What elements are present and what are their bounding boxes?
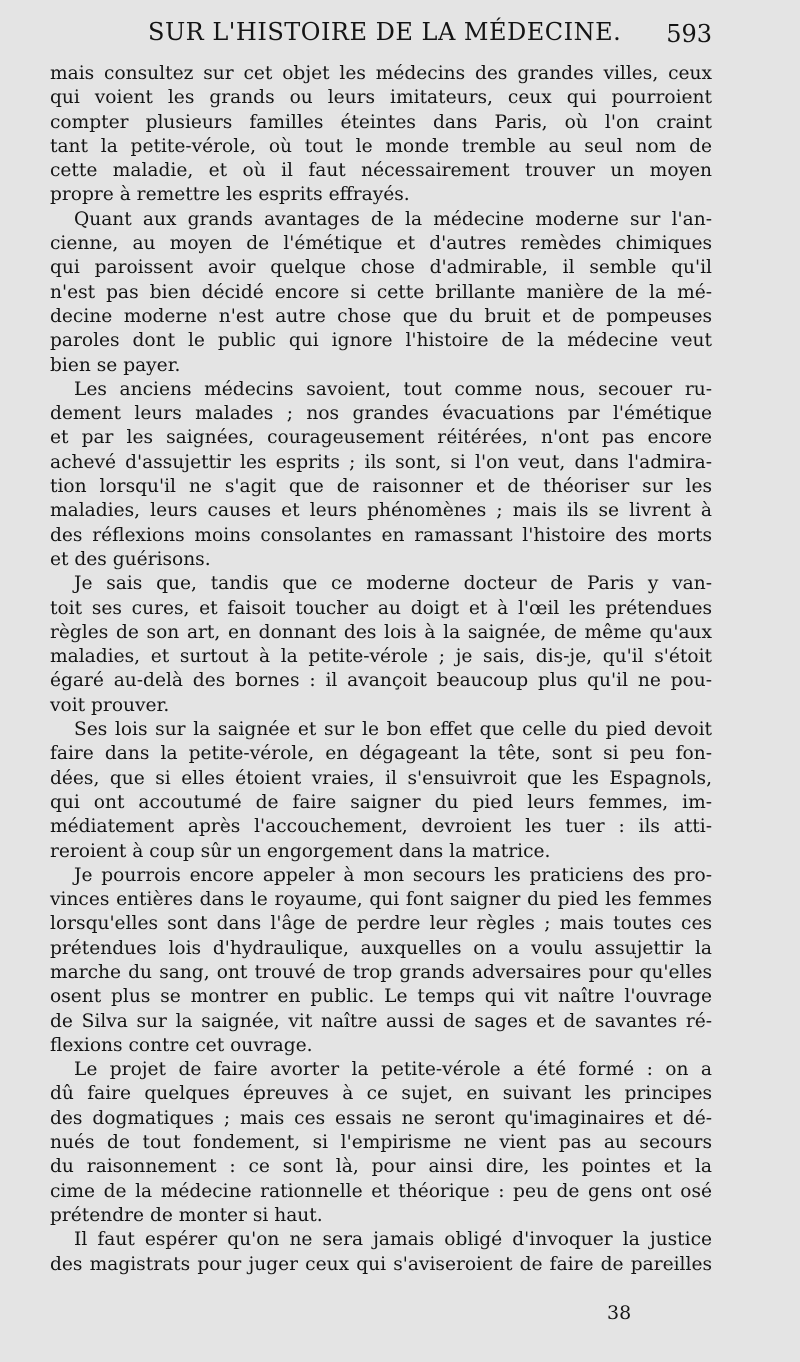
page-number: 593 [666, 20, 712, 48]
text-line: cette maladie, et où il faut nécessairement trouver un moyen [50, 160, 712, 182]
paragraph [50, 378, 712, 572]
text-line: des dogmatiques ; mais ces essais ne seront qu'imaginaires et dé- [50, 1107, 712, 1129]
text-line: prétendues lois d'hydraulique, auxquelles on a voulu assujettir la [50, 937, 712, 959]
text-line: dées, que si elles étoient vraies, il s'ensuivroit que les Espagnols, [50, 767, 712, 789]
text-line: vinces entières dans le royaume, qui font saigner du pied les femmes [50, 889, 712, 911]
text-line: reroient à coup sûr un engorgement dans la matrice. [50, 840, 551, 862]
text-line: médiatement après l'accouchement, devroient les tuer : ils atti- [50, 816, 712, 838]
text-line: marche du sang, ont trouvé de trop grands adversaires pour qu'elles [50, 961, 712, 983]
text-line: mais consultez sur cet objet les médecins des grandes villes, ceux [50, 63, 712, 84]
text-line: et par les saignées, courageusement réitérées, n'ont pas encore [50, 427, 712, 449]
text-line: maladies, et surtout à la petite-vérole ; je sais, dis-je, qu'il s'étoit [50, 646, 712, 668]
text-line: des magistrats pour juger ceux qui s'aviseroient de faire de pareilles [50, 1253, 712, 1275]
text-line: du raisonnement : ce sont là, pour ainsi dire, les pointes et la [50, 1156, 712, 1178]
text-line: tion lorsqu'il ne s'agit que de raisonner et de théoriser sur les [50, 476, 712, 498]
text-line: Je sais que, tandis que ce moderne docteur de Paris y van- [74, 573, 712, 595]
text-line: flexions contre cet ouvrage. [50, 1034, 313, 1056]
text-line: Ses lois sur la saignée et sur le bon effet que celle du pied devoit [74, 719, 712, 741]
text-line: Le projet de faire avorter la petite-vérole a été formé : on a [74, 1059, 712, 1081]
paragraph [50, 572, 712, 718]
text-line: n'est pas bien décidé encore si cette brillante manière de la mé- [50, 281, 712, 303]
text-line: achevé d'assujettir les esprits ; ils sont, si l'on veut, dans l'admira- [50, 451, 712, 473]
text-line: des réflexions moins consolantes en ramassant l'histoire des morts [50, 524, 712, 546]
text-line: égaré au-delà des bornes : il avançoit beaucoup plus qu'il ne pou- [50, 670, 712, 692]
paragraph [50, 1228, 712, 1277]
text-line: compter plusieurs familles éteintes dans Paris, où l'on craint [50, 111, 712, 133]
text-line: Je pourrois encore appeler à mon secours les praticiens des pro- [74, 864, 712, 886]
text-line: decine moderne n'est autre chose que du bruit et de pompeuses [50, 305, 712, 327]
paragraph [50, 1058, 712, 1228]
paragraph [50, 208, 712, 378]
running-title: SUR L'HISTOIRE DE LA MÉDECINE. [148, 18, 622, 46]
signature-mark: 38 [607, 1302, 632, 1324]
paragraph [50, 864, 712, 1058]
text-line: Il faut espérer qu'on ne sera jamais obligé d'invoquer la justice [74, 1229, 712, 1251]
text-line: lorsqu'elles sont dans l'âge de perdre leur règles ; mais toutes ces [50, 913, 712, 935]
text-line: qui voient les grands ou leurs imitateurs, ceux qui pourroient [50, 87, 712, 109]
text-line: nués de tout fondement, si l'empirisme ne vient pas au secours [50, 1132, 712, 1154]
text-line: tant la petite-vérole, où tout le monde tremble au seul nom de [50, 135, 712, 157]
text-line: voit prouver. [50, 694, 170, 716]
text-line: Les anciens médecins savoient, tout comme nous, secouer ru- [74, 378, 712, 400]
body-text [50, 62, 712, 1277]
page-header [52, 14, 712, 54]
text-line: osent plus se montrer en public. Le temps qui vit naître l'ouvrage [50, 986, 712, 1008]
paragraph [50, 718, 712, 864]
text-line: cime de la médecine rationnelle et théorique : peu de gens ont osé [50, 1180, 712, 1202]
text-line: qui paroissent avoir quelque chose d'admirable, il semble qu'il [50, 257, 712, 279]
text-line: cienne, au moyen de l'émétique et d'autres remèdes chimiques [50, 233, 712, 255]
text-line: et des guérisons. [50, 548, 211, 570]
text-line: Quant aux grands avantages de la médecine moderne sur l'an- [74, 208, 712, 230]
text-line: qui ont accoutumé de faire saigner du pied leurs femmes, im- [50, 791, 712, 813]
text-line: paroles dont le public qui ignore l'histoire de la médecine veut [50, 330, 712, 352]
text-line: de Silva sur la saignée, vit naître aussi de sages et de savantes ré- [50, 1010, 712, 1032]
text-line: faire dans la petite-vérole, en dégageant la tête, sont si peu fon- [50, 743, 712, 765]
text-line: bien se payer. [50, 354, 181, 376]
text-line: dement leurs malades ; nos grandes évacuations par l'émétique [50, 403, 712, 425]
text-line: prétendre de monter si haut. [50, 1204, 323, 1226]
text-line: propre à remettre les esprits effrayés. [50, 184, 410, 206]
text-line: règles de son art, en donnant des lois à la saignée, de même qu'aux [50, 621, 712, 643]
text-line: dû faire quelques épreuves à ce sujet, en suivant les principes [50, 1083, 712, 1105]
text-line: maladies, leurs causes et leurs phénomènes ; mais ils se livrent à [50, 500, 712, 522]
paragraph [50, 62, 712, 208]
text-line: toit ses cures, et faisoit toucher au doigt et à l'œil les prétendues [50, 597, 712, 619]
